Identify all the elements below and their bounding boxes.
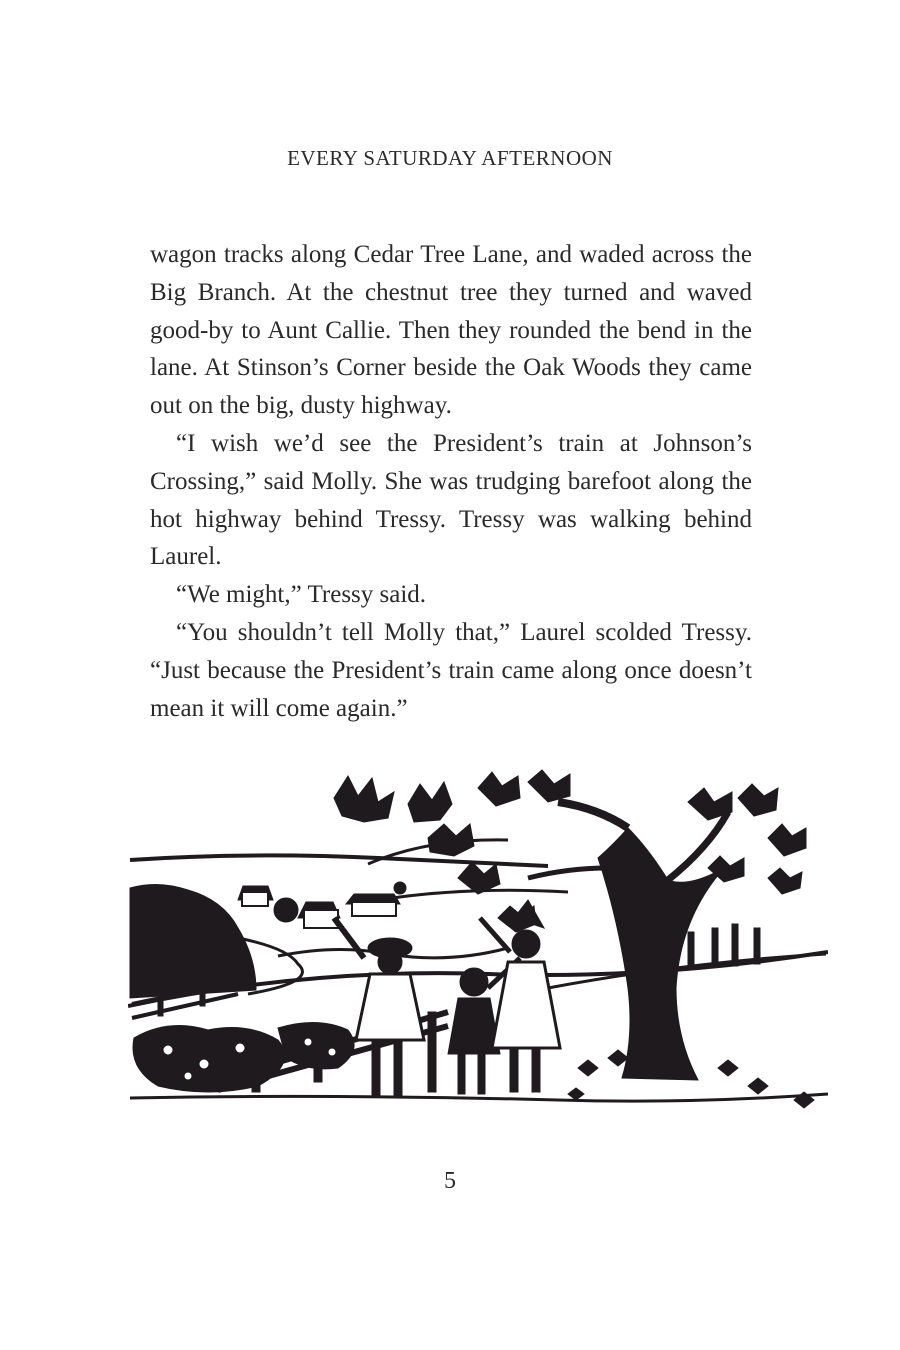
paragraph-1: wagon tracks along Cedar Tree Lane, and waded across the Big Branch. At the chestnut tree they turned and waved good-by to Aunt Callie. Then they rounded the bend in the lane. At Stinson’s Corner beside the Oak Woods they came out on the big, dusty highway. (150, 241, 752, 420)
paragraph-2: “I wish we’d see the President’s train at Johnson’s Crossing,” said Molly. She was trudging barefoot along the hot highway behind Tressy. Tressy was walking behind Laurel. (150, 429, 752, 571)
paragraph-3: “We might,” Tressy said. (176, 581, 427, 609)
running-head: EVERY SATURDAY AFTERNOON (287, 146, 613, 170)
page-number: 5 (444, 1168, 456, 1194)
countryside-illustration (128, 768, 828, 1128)
body-text (150, 236, 752, 727)
paragraph-4: “You shouldn’t tell Molly that,” Laurel scolded Tressy. “Just because the President’s train came along once doesn’t mean it will come again.” (150, 618, 752, 722)
